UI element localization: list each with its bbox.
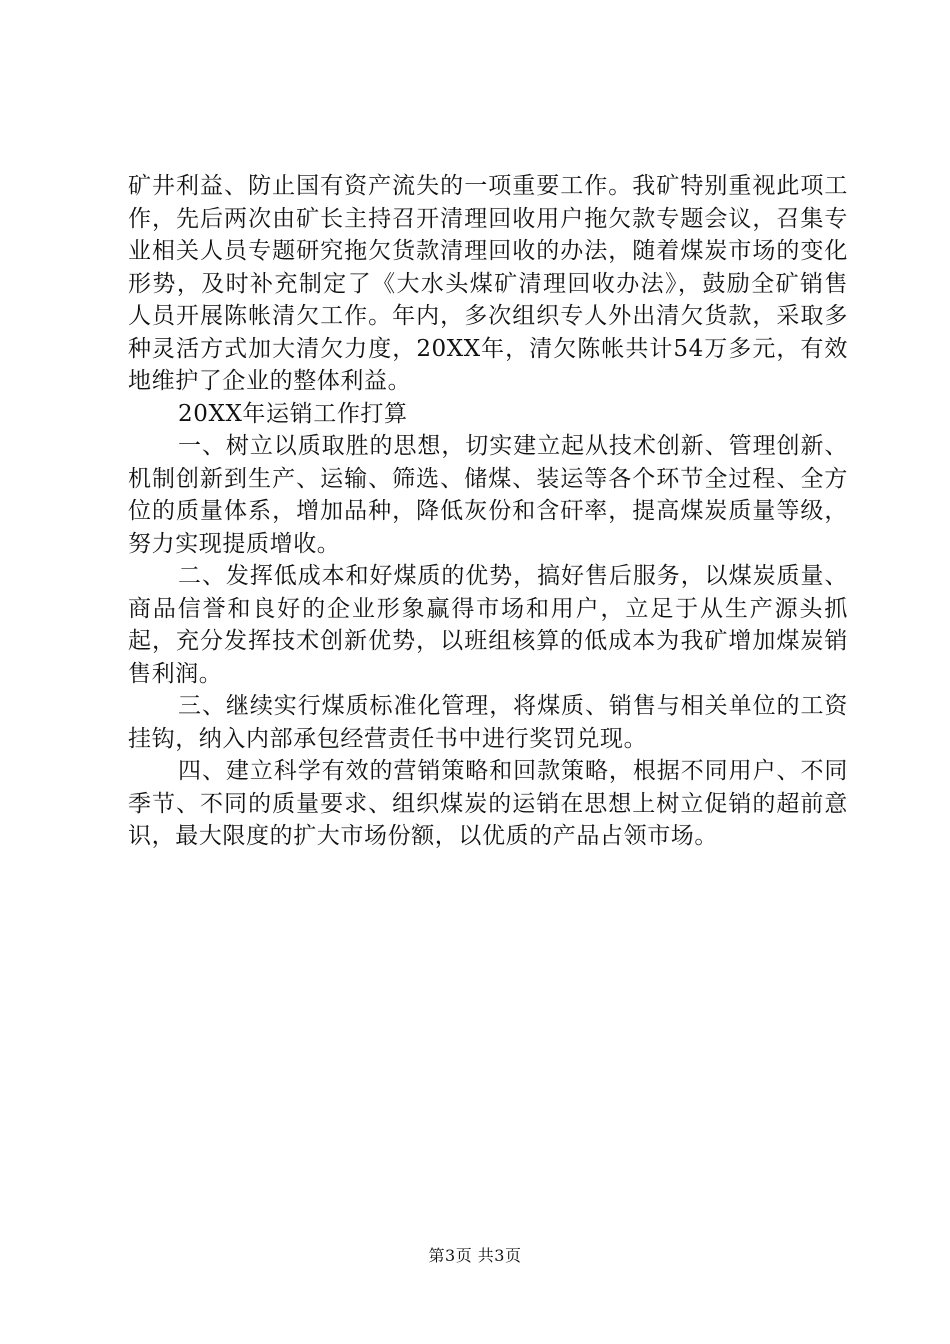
document-body: [128, 170, 848, 853]
section-heading-plan: 20XX年运销工作打算: [178, 400, 408, 427]
paragraph-plan-item-3: 三、继续实行煤质标准化管理，将煤质、销售与相关单位的工资挂钩，纳入内部承包经营责任书中进行奖罚兑现。: [128, 693, 848, 752]
paragraph-plan-item-1: 一、树立以质取胜的思想，切实建立起从技术创新、管理创新、机制创新到生产、运输、筛选、储煤、装运等各个环节全过程、全方位的质量体系，增加品种，降低灰份和含矸率，提高煤炭质量等级，努力实现提质增收。: [128, 433, 848, 557]
page-number-footer: 第3页 共3页: [428, 1246, 522, 1265]
paragraph-debt-recovery: 矿井利益、防止国有资产流失的一项重要工作。我矿特别重视此项工作，先后两次由矿长主持召开清理回收用户拖欠款专题会议，召集专业相关人员专题研究拖欠货款清理回收的办法，随着煤炭市场的变化形势，及时补充制定了《大水头煤矿清理回收办法》，鼓励全矿销售人员开展陈帐清欠工作。年内，多次组织专人外出清欠货款，采取多种灵活方式加大清欠力度，20XX年，清欠陈帐共计54万多元，有效地维护了企业的整体利益。: [128, 173, 848, 394]
paragraph-plan-item-2: 二、发挥低成本和好煤质的优势，搞好售后服务，以煤炭质量、商品信誉和良好的企业形象赢得市场和用户，立足于从生产源头抓起，充分发挥技术创新优势，以班组核算的低成本为我矿增加煤炭销售利润。: [128, 563, 848, 687]
paragraph-plan-item-4: 四、建立科学有效的营销策略和回款策略，根据不同用户、不同季节、不同的质量要求、组织煤炭的运销在思想上树立促销的超前意识，最大限度的扩大市场份额，以优质的产品占领市场。: [128, 758, 848, 849]
